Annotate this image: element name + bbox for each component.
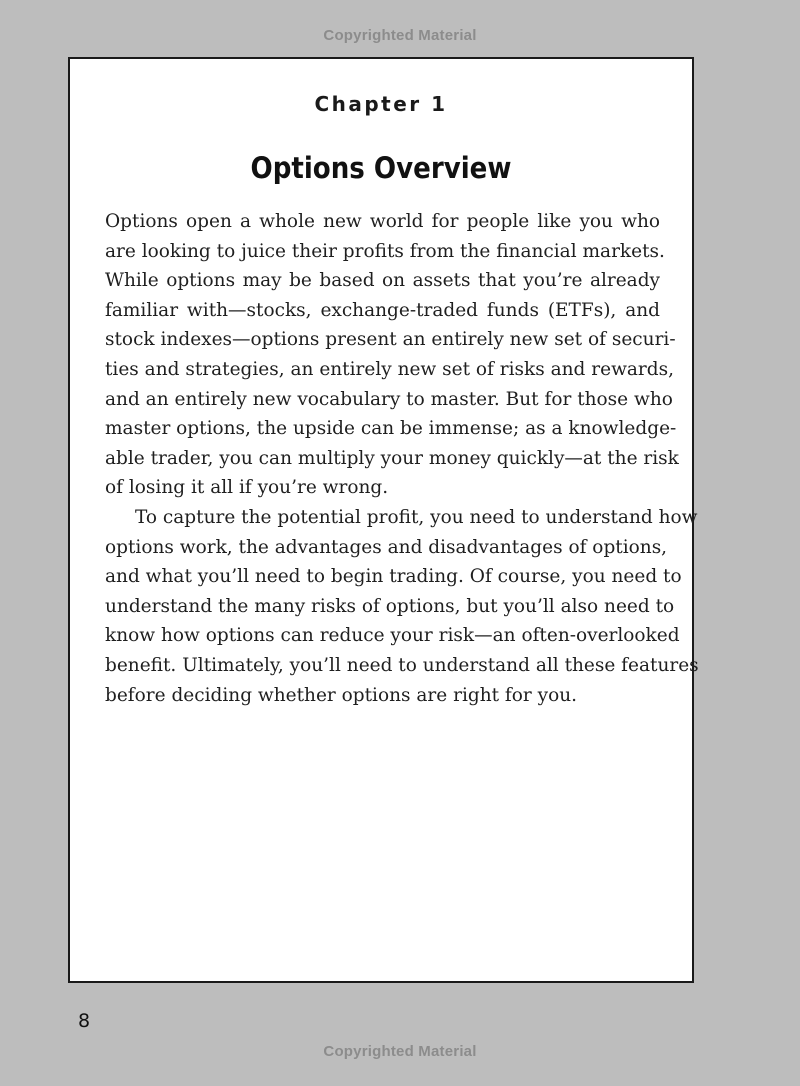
text-line: stock indexes—options present an entirely new set of securi- (105, 329, 676, 351)
page-content-frame (68, 57, 699, 983)
text-line: are looking to juice their profits from the financial markets. (105, 240, 665, 262)
chapter-title: Options Overview (250, 151, 512, 185)
text-line: able trader, you can multiply your money quickly—at the risk (105, 447, 679, 469)
text-line: options work, the advantages and disadvantages of options, (105, 536, 668, 558)
chapter-label: Chapter 1 (314, 92, 448, 116)
page-number: 8 (78, 1010, 91, 1032)
chapter-body-text (105, 207, 699, 710)
text-line: Options open a whole new world for people like you who (105, 211, 660, 232)
text-line: and an entirely new vocabulary to master. But for those who (105, 388, 673, 410)
text-line: know how options can reduce your risk—an often-overlooked (105, 625, 680, 647)
paragraph-2 (105, 503, 699, 710)
text-line: and what you’ll need to begin trading. Of course, you need to (105, 566, 682, 588)
text-line: understand the many risks of options, but you’ll also need to (105, 595, 675, 617)
copyright-watermark-bottom: Copyrighted Material (323, 1043, 477, 1060)
text-line: To capture the potential profit, you need to understand how (135, 506, 698, 528)
text-line: familiar with—stocks, exchange-traded funds (ETFs), and (105, 299, 660, 321)
copyright-watermark-top: Copyrighted Material (323, 27, 477, 44)
text-line: master options, the upside can be immense; as a knowledge- (105, 418, 677, 440)
paragraph-1 (105, 207, 679, 503)
text-line: before deciding whether options are right for you. (105, 684, 578, 706)
text-line: ties and strategies, an entirely new set of risks and rewards, (105, 358, 674, 380)
text-line: While options may be based on assets that you’re already (105, 270, 660, 292)
text-line: of losing it all if you’re wrong. (105, 477, 389, 499)
text-line: benefit. Ultimately, you’ll need to understand all these features (105, 654, 699, 676)
